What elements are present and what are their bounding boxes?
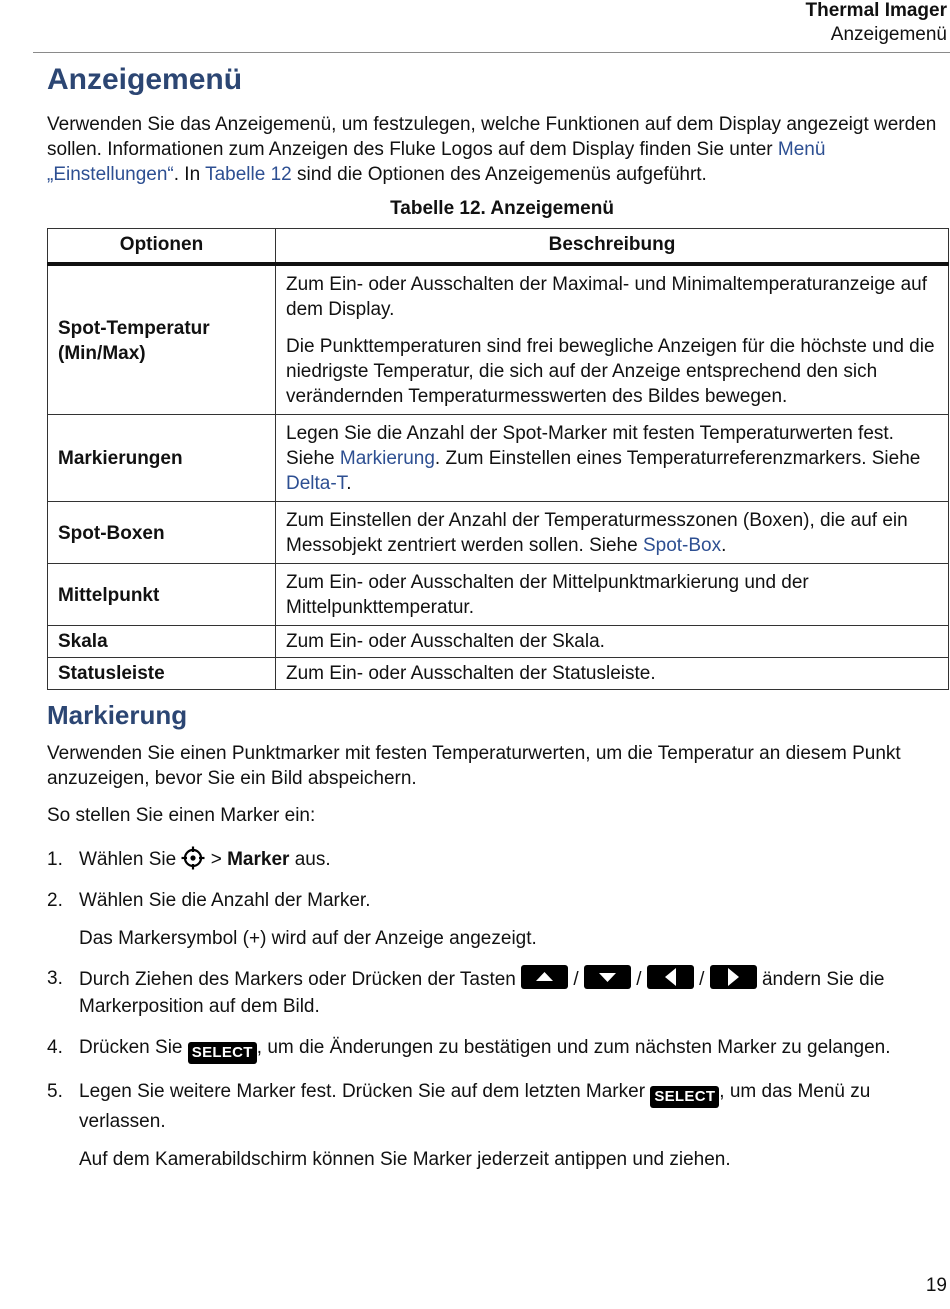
up-arrow-key-icon	[521, 965, 568, 989]
option-cell: Spot-Boxen	[48, 502, 276, 564]
link-menu-einstellungen[interactable]: Menü „Einstellungen“	[47, 139, 826, 185]
markierung-howto: So stellen Sie einen Marker ein:	[47, 805, 316, 826]
table-row	[48, 658, 949, 690]
description-cell: Zum Ein- oder Ausschalten der Maximal- und Minimaltemperaturanzeige auf dem Display. Die Punkttemperaturen sind frei bewegliche Anzeigen für die höchste und die niedrigste Temperatur, die sich auf der Anzeige entsprechend den sich verändernden Temperaturmesswerten des Bildes bewegen.	[276, 264, 949, 415]
section-heading-anzeigemenu: Anzeigemenü	[47, 63, 243, 96]
link-spot-box[interactable]: Spot-Box	[642, 535, 722, 556]
column-header-options: Optionen	[48, 229, 276, 265]
link-markierung[interactable]: Markierung	[339, 448, 435, 469]
option-cell: Statusleiste	[48, 658, 276, 690]
option-cell: Skala	[48, 626, 276, 658]
header-divider	[33, 52, 950, 53]
option-cell: Markierungen	[48, 415, 276, 502]
section-heading-markierung: Markierung	[47, 700, 188, 730]
options-table	[47, 228, 949, 690]
option-cell: Spot-Temperatur (Min/Max)	[48, 264, 276, 415]
table-caption: Tabelle 12. Anzeigemenü	[390, 198, 614, 219]
table-row	[48, 415, 949, 502]
table-row	[48, 564, 949, 626]
list-item: 5. Legen Sie weitere Marker fest. Drücken Sie auf dem letzten Marker SELECT , um das Menü zu verlassen. Auf dem Kamerabildschirm können Sie Marker jederzeit antippen und ziehen.	[47, 1081, 871, 1170]
link-tabelle-12[interactable]: Tabelle 12	[205, 164, 292, 185]
crosshair-target-icon	[181, 846, 205, 870]
markierung-paragraph: Verwenden Sie einen Punktmarker mit festen Temperaturwerten, um die Temperatur an diesem Punkt anzuzeigen, bevor Sie ein Bild abspeichern.	[47, 743, 901, 789]
steps-list	[47, 846, 947, 1172]
description-cell: Zum Einstellen der Anzahl der Temperaturmesszonen (Boxen), die auf ein Messobjekt zentriert werden sollen. Siehe Spot-Box.	[276, 502, 949, 564]
list-item: 2. Wählen Sie die Anzahl der Marker. Das Markersymbol (+) wird auf der Anzeige angezeigt.	[47, 890, 537, 949]
page-content	[47, 58, 947, 1186]
left-arrow-key-icon	[647, 965, 694, 989]
right-arrow-key-icon	[710, 965, 757, 989]
list-item: 3. Durch Ziehen des Markers oder Drücken der Tasten / / / ändern Sie die Markerposition auf dem Bild.	[47, 965, 947, 1020]
column-header-description: Beschreibung	[276, 229, 949, 265]
table-row	[48, 502, 949, 564]
header-subtitle: Anzeigemenü	[830, 24, 947, 45]
select-key-icon: SELECT	[650, 1086, 719, 1108]
select-key-icon: SELECT	[188, 1042, 257, 1064]
link-delta-t[interactable]: Delta-T	[286, 473, 347, 494]
list-item: 1. Wählen Sie > Marker aus.	[47, 846, 947, 873]
table-row	[48, 626, 949, 658]
down-arrow-key-icon	[584, 965, 631, 989]
description-cell: Legen Sie die Anzahl der Spot-Marker mit festen Temperaturwerten fest. Siehe Markierung. Zum Einstellen eines Temperaturreferenzmarkers. Siehe Delta-T.	[276, 415, 949, 502]
list-item: 4. Drücken Sie SELECT , um die Änderungen zu bestätigen und zum nächsten Marker zu gelangen.	[47, 1034, 947, 1064]
table-header-row	[48, 229, 949, 265]
description-cell: Zum Ein- oder Ausschalten der Mittelpunktmarkierung und der Mittelpunkttemperatur.	[276, 564, 949, 626]
option-cell: Mittelpunkt	[48, 564, 276, 626]
header-title: Thermal Imager	[805, 0, 947, 21]
description-cell: Zum Ein- oder Ausschalten der Skala.	[276, 626, 949, 658]
intro-paragraph: Verwenden Sie das Anzeigemenü, um festzulegen, welche Funktionen auf dem Display angezeigt werden sollen. Informationen zum Anzeigen des Fluke Logos auf dem Display finden Sie unter Menü „Einstellungen“. In Tabelle 12 sind die Optionen des Anzeigemenüs aufgeführt.	[47, 114, 937, 185]
description-cell: Zum Ein- oder Ausschalten der Statusleiste.	[276, 658, 949, 690]
page-number: 19	[925, 1275, 947, 1296]
table-row	[48, 264, 949, 415]
